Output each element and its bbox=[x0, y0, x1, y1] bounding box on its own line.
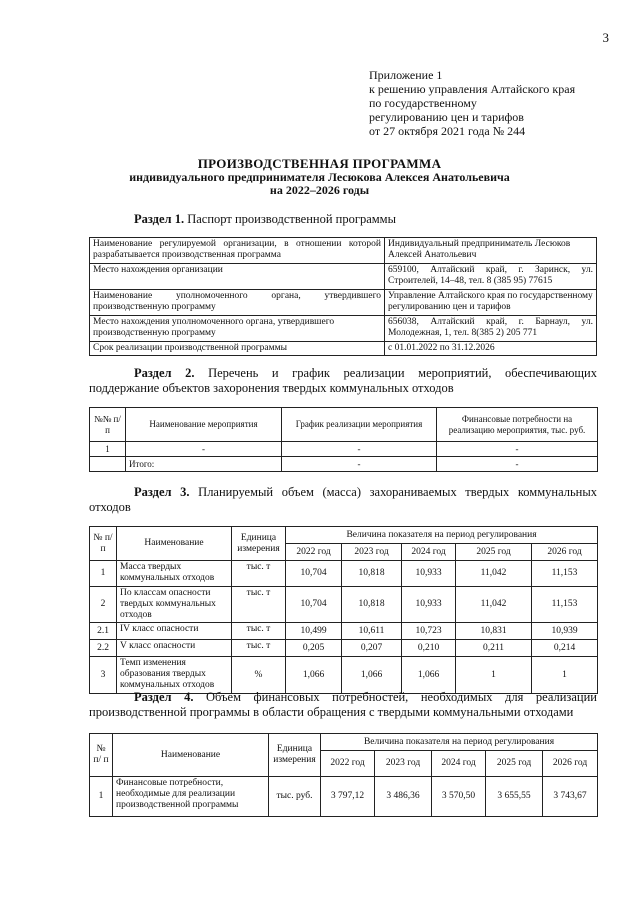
table-row bbox=[90, 442, 598, 457]
passport-cell-value: 656038, Алтайский край, г. Барнаул, ул. Молодежная, 1, тел. 8(385 2) 205 771 bbox=[385, 316, 597, 342]
col-header-unit: Единица измерения bbox=[232, 527, 286, 561]
section4-text: Объем финансовых потребностей, необходимых для реализации производственной программы в области обращения с твердыми коммунальными отходами bbox=[89, 690, 597, 719]
cell-value: 1 bbox=[456, 657, 532, 694]
waste-volume-table bbox=[89, 526, 598, 694]
section3-heading bbox=[89, 485, 597, 515]
section4-label: Раздел 4. bbox=[134, 690, 194, 704]
passport-cell-value: Управление Алтайского края по государственному регулированию цен и тарифов bbox=[385, 290, 597, 316]
cell-value: 1,066 bbox=[342, 657, 402, 694]
table-row bbox=[90, 238, 597, 264]
table-row bbox=[90, 587, 598, 623]
cell-value: 10,818 bbox=[342, 587, 402, 623]
cell-value: 11,042 bbox=[456, 561, 532, 587]
cell-value: 10,499 bbox=[286, 623, 342, 640]
cell-value: 11,153 bbox=[532, 587, 598, 623]
cell-unit: тыс. т bbox=[232, 623, 286, 640]
cell-number: 3 bbox=[90, 657, 117, 694]
table-row bbox=[90, 264, 597, 290]
section1-label: Раздел 1. bbox=[134, 212, 185, 226]
title-main: ПРОИЗВОДСТВЕННАЯ ПРОГРАММА bbox=[197, 156, 442, 171]
cell-value: 3 486,36 bbox=[375, 777, 432, 817]
title-owner: индивидуального предпринимателя Лесюкова Алексея Анатольевича bbox=[129, 170, 510, 184]
cell-value: 11,153 bbox=[532, 561, 598, 587]
finance-table bbox=[89, 733, 598, 817]
table-row bbox=[90, 316, 597, 342]
passport-cell-label: Место нахождения организации bbox=[90, 264, 385, 290]
table-header-row bbox=[90, 527, 598, 544]
cell-value: 10,611 bbox=[342, 623, 402, 640]
col-header-unit: Единица измерения bbox=[269, 734, 321, 777]
section2-text: Перечень и график реализации мероприятий, обеспечивающих поддержание объектов захоронения твердых коммунальных отходов bbox=[89, 366, 597, 395]
table-row bbox=[90, 342, 597, 356]
passport-cell-value: Индивидуальный предприниматель Лесюков Алексей Анатольевич bbox=[385, 238, 597, 264]
cell-value: 1,066 bbox=[286, 657, 342, 694]
cell-finance: - bbox=[437, 442, 598, 457]
cell-number: 2.2 bbox=[90, 640, 117, 657]
col-header-year: 2026 год bbox=[543, 751, 598, 777]
cell-value: 10,704 bbox=[286, 561, 342, 587]
title-period: на 2022–2026 годы bbox=[269, 183, 370, 197]
cell-unit: тыс. т bbox=[232, 640, 286, 657]
cell-value: 10,831 bbox=[456, 623, 532, 640]
col-header-period: Величина показателя на период регулирования bbox=[321, 734, 598, 751]
cell-name: Масса твердых коммунальных отходов bbox=[117, 561, 232, 587]
cell-unit: тыс. руб. bbox=[269, 777, 321, 817]
cell-value: 10,939 bbox=[532, 623, 598, 640]
cell-number: 2.1 bbox=[90, 623, 117, 640]
cell-name: По классам опасности твердых коммунальных отходов bbox=[117, 587, 232, 623]
col-header-schedule: График реализации мероприятия bbox=[282, 408, 437, 442]
section1-text: Паспорт производственной программы bbox=[184, 212, 396, 226]
table-header-row bbox=[90, 408, 598, 442]
col-header-name: Наименование bbox=[113, 734, 269, 777]
passport-cell-value: с 01.01.2022 по 31.12.2026 bbox=[385, 342, 597, 356]
section1-heading bbox=[134, 212, 594, 227]
section4-heading bbox=[89, 690, 597, 720]
col-header-year: 2025 год bbox=[456, 544, 532, 561]
col-header-year: 2023 год bbox=[342, 544, 402, 561]
cell-event: - bbox=[126, 442, 282, 457]
col-header-finance: Финансовые потребности на реализацию мероприятия, тыс. руб. bbox=[437, 408, 598, 442]
cell-name: Темп изменения образования твердых коммунальных отходов bbox=[117, 657, 232, 694]
appendix-line: от 27 октября 2021 года № 244 bbox=[369, 124, 526, 138]
cell-value: 11,042 bbox=[456, 587, 532, 623]
cell-value: 3 570,50 bbox=[432, 777, 486, 817]
cell-value: 0,205 bbox=[286, 640, 342, 657]
section2-label: Раздел 2. bbox=[134, 366, 195, 380]
appendix-line: Приложение 1 bbox=[369, 68, 443, 82]
section2-heading bbox=[89, 366, 597, 396]
passport-cell-label: Наименование регулируемой организации, в отношении которой разрабатывается производственная программа bbox=[90, 238, 385, 264]
cell-number: 1 bbox=[90, 561, 117, 587]
document-title bbox=[0, 157, 639, 197]
col-header-year: 2025 год bbox=[486, 751, 543, 777]
events-table bbox=[89, 407, 598, 472]
cell-unit: тыс. т bbox=[232, 587, 286, 623]
cell-value: 10,704 bbox=[286, 587, 342, 623]
col-header-period: Величина показателя на период регулирования bbox=[286, 527, 598, 544]
col-header-year: 2022 год bbox=[286, 544, 342, 561]
cell-schedule: - bbox=[282, 442, 437, 457]
col-header-number: №№ п/п bbox=[90, 408, 126, 442]
col-header-year: 2024 год bbox=[402, 544, 456, 561]
appendix-line: к решению управления Алтайского края bbox=[369, 82, 576, 96]
cell-empty bbox=[90, 457, 126, 472]
passport-cell-label: Срок реализации производственной программы bbox=[90, 342, 385, 356]
table-header-row bbox=[90, 734, 598, 751]
cell-value: 10,723 bbox=[402, 623, 456, 640]
table-row bbox=[90, 623, 598, 640]
cell-value: 0,214 bbox=[532, 640, 598, 657]
table-row bbox=[90, 777, 598, 817]
cell-number: 1 bbox=[90, 777, 113, 817]
col-header-year: 2026 год bbox=[532, 544, 598, 561]
passport-cell-label: Наименование уполномоченного органа, утвердившего производственную программу bbox=[90, 290, 385, 316]
appendix-line: регулированию цен и тарифов bbox=[369, 110, 524, 124]
col-header-name: Наименование bbox=[117, 527, 232, 561]
section3-text: Планируемый объем (масса) захораниваемых твердых коммунальных отходов bbox=[89, 485, 597, 514]
col-header-event: Наименование мероприятия bbox=[126, 408, 282, 442]
cell-name: V класс опасности bbox=[117, 640, 232, 657]
table-row bbox=[90, 640, 598, 657]
table-total-row bbox=[90, 457, 598, 472]
table-row bbox=[90, 657, 598, 694]
cell-unit: % bbox=[232, 657, 286, 694]
col-header-number: № п/ п bbox=[90, 734, 113, 777]
cell-total-finance: - bbox=[437, 457, 598, 472]
cell-value: 1 bbox=[532, 657, 598, 694]
col-header-year: 2024 год bbox=[432, 751, 486, 777]
table-row bbox=[90, 290, 597, 316]
passport-table bbox=[89, 237, 597, 356]
cell-number: 2 bbox=[90, 587, 117, 623]
appendix-line: по государственному bbox=[369, 96, 477, 110]
cell-value: 3 797,12 bbox=[321, 777, 375, 817]
cell-total-schedule: - bbox=[282, 457, 437, 472]
col-header-number: № п/п bbox=[90, 527, 117, 561]
table-row bbox=[90, 561, 598, 587]
cell-value: 0,207 bbox=[342, 640, 402, 657]
cell-unit: тыс. т bbox=[232, 561, 286, 587]
cell-number: 1 bbox=[90, 442, 126, 457]
passport-cell-value: 659100, Алтайский край, г. Заринск, ул. Строителей, 14–48, тел. 8 (385 95) 77615 bbox=[385, 264, 597, 290]
cell-value: 3 655,55 bbox=[486, 777, 543, 817]
cell-value: 0,210 bbox=[402, 640, 456, 657]
cell-name: IV класс опасности bbox=[117, 623, 232, 640]
cell-value: 0,211 bbox=[456, 640, 532, 657]
cell-total-label: Итого: bbox=[126, 457, 282, 472]
cell-value: 10,818 bbox=[342, 561, 402, 587]
appendix-note bbox=[369, 68, 575, 138]
col-header-year: 2022 год bbox=[321, 751, 375, 777]
section3-label: Раздел 3. bbox=[134, 485, 190, 499]
col-header-year: 2023 год bbox=[375, 751, 432, 777]
cell-value: 10,933 bbox=[402, 587, 456, 623]
cell-value: 10,933 bbox=[402, 561, 456, 587]
cell-value: 3 743,67 bbox=[543, 777, 598, 817]
passport-cell-label: Место нахождения уполномоченного органа, утвердившего производственную программу bbox=[90, 316, 385, 342]
cell-name: Финансовые потребности, необходимые для реализации производственной программы bbox=[113, 777, 269, 817]
cell-value: 1,066 bbox=[402, 657, 456, 694]
page-number: 3 bbox=[602, 30, 609, 45]
